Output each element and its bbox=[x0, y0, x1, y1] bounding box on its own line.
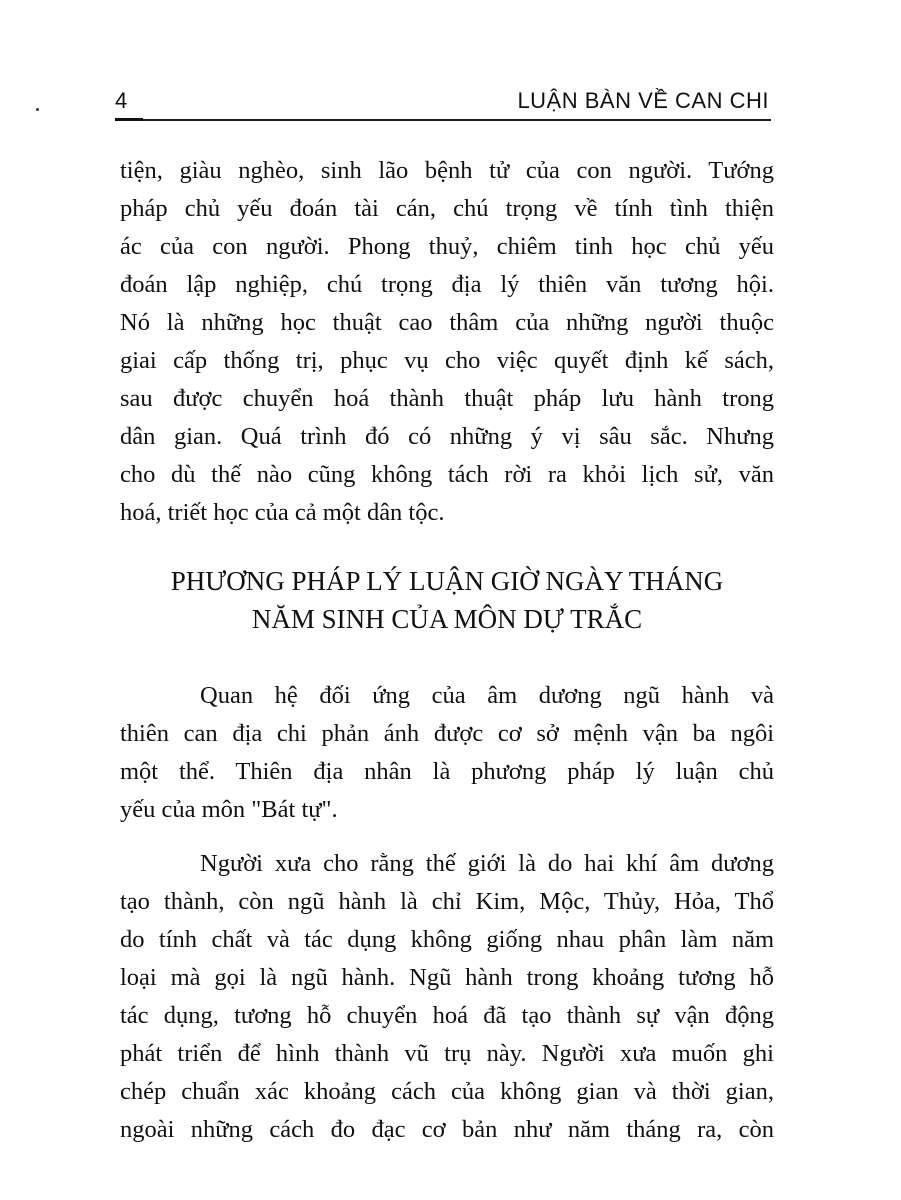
text-line: phát triển để hình thành vũ trụ này. Người xưa muốn ghi bbox=[120, 1040, 774, 1067]
text-line: giai cấp thống trị, phục vụ cho việc quyết định kế sách, bbox=[120, 347, 774, 374]
text-line: đoán lập nghiệp, chú trọng địa lý thiên văn tương hội. bbox=[120, 271, 774, 298]
text-line: loại mà gọi là ngũ hành. Ngũ hành trong khoảng tương hỗ bbox=[120, 964, 774, 991]
text-line: Người xưa cho rằng thế giới là do hai khí âm dương bbox=[200, 850, 774, 877]
text-line: ngoài những cách đo đạc cơ bản như năm tháng ra, còn bbox=[120, 1116, 774, 1143]
paragraph-2 bbox=[120, 677, 774, 829]
section-heading-line-1: PHƯƠNG PHÁP LÝ LUẬN GIỜ NGÀY THÁNG bbox=[170, 566, 724, 596]
section-heading bbox=[120, 562, 774, 638]
text-line: một thể. Thiên địa nhân là phương pháp lý luận chủ bbox=[120, 758, 774, 785]
text-line: thiên can địa chi phản ánh được cơ sở mệnh vận ba ngôi bbox=[120, 720, 774, 747]
scan-artifact-dot bbox=[36, 108, 39, 111]
text-line: pháp chủ yếu đoán tài cán, chú trọng về tính tình thiện bbox=[120, 195, 774, 222]
text-line: ác của con người. Phong thuỷ, chiêm tinh học chủ yếu bbox=[120, 233, 774, 260]
text-line: sau được chuyển hoá thành thuật pháp lưu hành trong bbox=[120, 385, 774, 412]
text-line: cho dù thế nào cũng không tách rời ra khỏi lịch sử, văn bbox=[120, 461, 774, 488]
text-line: do tính chất và tác dụng không giống nhau phân làm năm bbox=[120, 926, 774, 953]
header-rule bbox=[115, 119, 771, 121]
text-line: Nó là những học thuật cao thâm của những người thuộc bbox=[120, 309, 774, 336]
page-number: 4 bbox=[115, 88, 128, 113]
section-heading-line-2: NĂM SINH CỦA MÔN DỰ TRẮC bbox=[251, 604, 643, 634]
header-rule-accent bbox=[115, 118, 143, 121]
text-line: dân gian. Quá trình đó có những ý vị sâu sắc. Nhưng bbox=[120, 423, 774, 450]
text-line: chép chuẩn xác khoảng cách của không gian và thời gian, bbox=[120, 1078, 774, 1105]
running-header bbox=[115, 84, 771, 114]
text-line: hoá, triết học của cả một dân tộc. bbox=[120, 499, 445, 526]
paragraph-3 bbox=[120, 845, 774, 1149]
book-title: LUẬN BÀN VỀ CAN CHI bbox=[517, 88, 769, 113]
text-line: Quan hệ đối ứng của âm dương ngũ hành và bbox=[200, 682, 774, 709]
paragraph-1 bbox=[120, 152, 774, 532]
text-line: yếu của môn "Bát tự". bbox=[120, 796, 338, 823]
text-line: tiện, giàu nghèo, sinh lão bệnh tử của con người. Tướng bbox=[120, 157, 774, 184]
text-line: tạo thành, còn ngũ hành là chỉ Kim, Mộc, Thủy, Hỏa, Thổ bbox=[120, 888, 774, 915]
text-line: tác dụng, tương hỗ chuyển hoá đã tạo thành sự vận động bbox=[120, 1002, 774, 1029]
